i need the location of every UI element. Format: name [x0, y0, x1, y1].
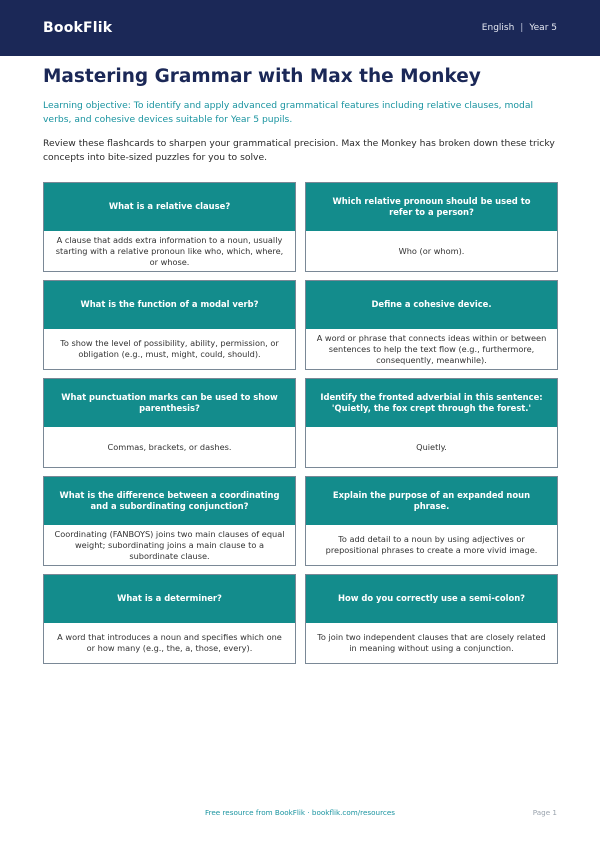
flashcard-answer: To add detail to a noun by using adjectives or prepositional phrases to create a more vivid image. — [325, 534, 538, 555]
footer-link[interactable]: Free resource from BookFlik · bookflik.com/resources — [204, 808, 396, 817]
brand-logo[interactable]: BookFlik — [43, 20, 113, 36]
flashcard-answer: To join two independent clauses that are closely related in meaning without using a conjunction. — [317, 632, 546, 653]
header-bar — [0, 0, 600, 56]
flashcard-question: Which relative pronoun should be used to refer to a person? — [306, 183, 557, 231]
flashcard[interactable] — [43, 476, 296, 566]
flashcard-answer: A clause that adds extra information to a noun, usually starting with a relative pronoun like who, which, where, or whose. — [55, 234, 284, 267]
flashcard[interactable] — [43, 574, 296, 664]
flashcard-answer: A word or phrase that connects ideas within or between sentences to help the text flow (e.g., furthermore, consequently, meanwhile). — [316, 332, 547, 365]
learning-objective: Learning objective: To identify and apply advanced grammatical features including relative clauses, modal verbs, and cohesive devices suitable for Year 5 pupils. — [43, 100, 534, 125]
flashcard[interactable] — [305, 378, 558, 468]
header-meta — [482, 23, 557, 33]
flashcard-answer: Who (or whom). — [398, 245, 465, 256]
flashcard[interactable] — [43, 280, 296, 370]
flashcard-answer: Coordinating (FANBOYS) joins two main clauses of equal weight; subordinating joins a main clause to a subordinate clause. — [54, 528, 285, 561]
flashcard[interactable] — [305, 280, 558, 370]
page-title: Mastering Grammar with Max the Monkey — [43, 66, 481, 87]
flashcard-answer: Quietly. — [416, 441, 447, 452]
flashcard[interactable] — [305, 574, 558, 664]
year-label: Year 5 — [529, 23, 557, 33]
flashcard[interactable] — [305, 182, 558, 272]
flashcard-answer: A word that introduces a noun and specifies which one or how many (e.g., the, a, those, every). — [57, 632, 282, 653]
flashcard-answer: To show the level of possibility, ability, permission, or obligation (e.g., must, might, could, should). — [60, 338, 279, 359]
flashcard-grid — [43, 182, 558, 664]
flashcard[interactable] — [43, 378, 296, 468]
flashcard-question: What is the function of a modal verb? — [44, 281, 295, 329]
flashcard-question: What is the difference between a coordinating and a subordinating conjunction? — [44, 477, 295, 525]
flashcard[interactable] — [43, 182, 296, 272]
flashcard-question: Explain the purpose of an expanded noun phrase. — [306, 477, 557, 525]
page-number: Page 1 — [532, 808, 557, 817]
intro-text: Review these flashcards to sharpen your grammatical precision. Max the Monkey has broken down these tricky concepts into bite-sized puzzles for you to solve. — [43, 138, 555, 163]
flashcard-question: What is a relative clause? — [44, 183, 295, 231]
flashcard-question: What punctuation marks can be used to show parenthesis? — [44, 379, 295, 427]
subject-label: English — [481, 23, 515, 33]
flashcard-question: How do you correctly use a semi-colon? — [306, 575, 557, 623]
flashcard-question: Identify the fronted adverbial in this sentence: 'Quietly, the fox crept through the forest.' — [306, 379, 557, 427]
flashcard-question: What is a determiner? — [44, 575, 295, 623]
flashcard-answer: Commas, brackets, or dashes. — [107, 441, 232, 452]
meta-separator: | — [520, 23, 524, 33]
flashcard-question: Define a cohesive device. — [306, 281, 557, 329]
flashcard[interactable] — [305, 476, 558, 566]
